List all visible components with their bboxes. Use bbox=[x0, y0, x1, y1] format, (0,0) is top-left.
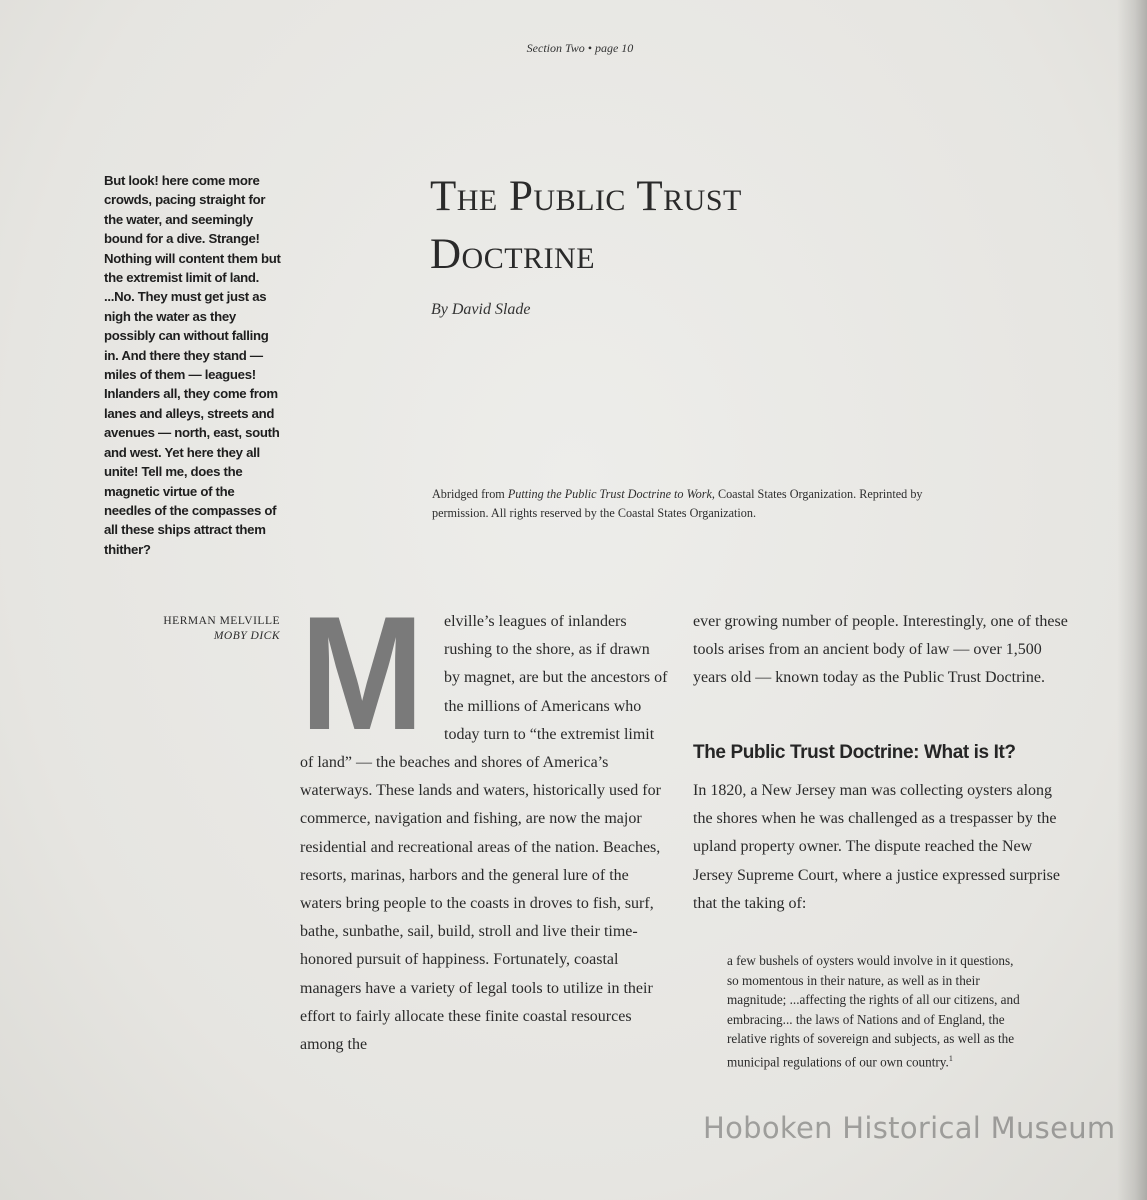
reprint-credit bbox=[432, 485, 952, 523]
court-quote bbox=[727, 951, 1027, 1071]
running-header bbox=[470, 41, 690, 56]
museum-watermark: Hoboken Historical Museum bbox=[703, 1111, 1116, 1145]
quote-author: HERMAN MELVILLE bbox=[163, 615, 280, 627]
page-label: page 10 bbox=[594, 41, 634, 55]
credit-prefix: Abridged from bbox=[432, 487, 505, 501]
credit-source: Putting the Public Trust Doctrine to Work, bbox=[507, 487, 715, 501]
body-paragraph-1: elville’s leagues of inlanders rushing to the shore, as if drawn by magnet, are but the ancestors of the millions of Americans who today turn to “the extremist limit of land” — the beaches and shores of America’s waterways. These lands and waters, historically used for commerce, navigation and fishing, are now the major residential and recreational areas of the nation. Beaches, resorts, marinas, harbors and the general lure of the waters bring people to the coasts in droves to fish, surf, bathe, sunbathe, sail, build, stroll and live their time-honored pursuit of happiness. Fortunately, coastal managers have a variety of legal tools to utilize in their effort to fairly allocate these finite coastal resources among the bbox=[300, 613, 668, 1054]
court-quote-text: a few bushels of oysters would involve in it questions, so momentous in their nature, as well as in their magnitude; ...affecting the rights of all our citizens, and embracing... the laws of Nations and of England, the relative rights of sovereign and subjects, as well as the municipal regulations of our own country. bbox=[727, 953, 1020, 1069]
section-label: Section Two bbox=[526, 41, 585, 55]
footnote-marker: 1 bbox=[948, 1053, 953, 1063]
article-title: The Public Trust Doctrine bbox=[430, 173, 742, 278]
body-column-2-lower bbox=[693, 777, 1073, 918]
sidebar-quote: But look! here come more crowds, pacing straight for the water, and seemingly bound for a dive. Strange! Nothing will content them but the extremist limit of land. ...No. They must get just as nigh the water as they possibly can without falling in. And there they stand — miles of them — leagues! Inlanders all, they come from lanes and alleys, streets and avenues — north, east, south and west. Yet here they all unite! Tell me, does the magnetic virtue of the needles of the compasses of all these ships attract them thither? bbox=[104, 173, 281, 557]
section-subhead: The Public Trust Doctrine: What is It? bbox=[693, 742, 1016, 763]
header-separator: • bbox=[587, 41, 592, 55]
quote-attribution bbox=[120, 614, 280, 644]
body-paragraph-1-continued: ever growing number of people. Interestingly, one of these tools arises from an ancient body of law — over 1,500 years old — known today as the Public Trust Doctrine. bbox=[693, 613, 1068, 687]
article-byline: By David Slade bbox=[431, 301, 531, 318]
page-spine-shadow bbox=[1117, 0, 1147, 1200]
body-column-1 bbox=[300, 583, 668, 1059]
body-paragraph-2: In 1820, a New Jersey man was collecting oysters along the shores when he was challenged as a trespasser by the upland property owner. The dispute reached the New Jersey Supreme Court, where a justice expressed surprise that the taking of: bbox=[693, 782, 1060, 912]
drop-cap: M bbox=[300, 583, 419, 764]
quote-work: MOBY DICK bbox=[213, 630, 280, 642]
body-column-2 bbox=[693, 608, 1073, 693]
credit-rest: Coastal States Organization. Reprinted by permission. All rights reserved by the Coastal States Organization. bbox=[432, 487, 923, 520]
